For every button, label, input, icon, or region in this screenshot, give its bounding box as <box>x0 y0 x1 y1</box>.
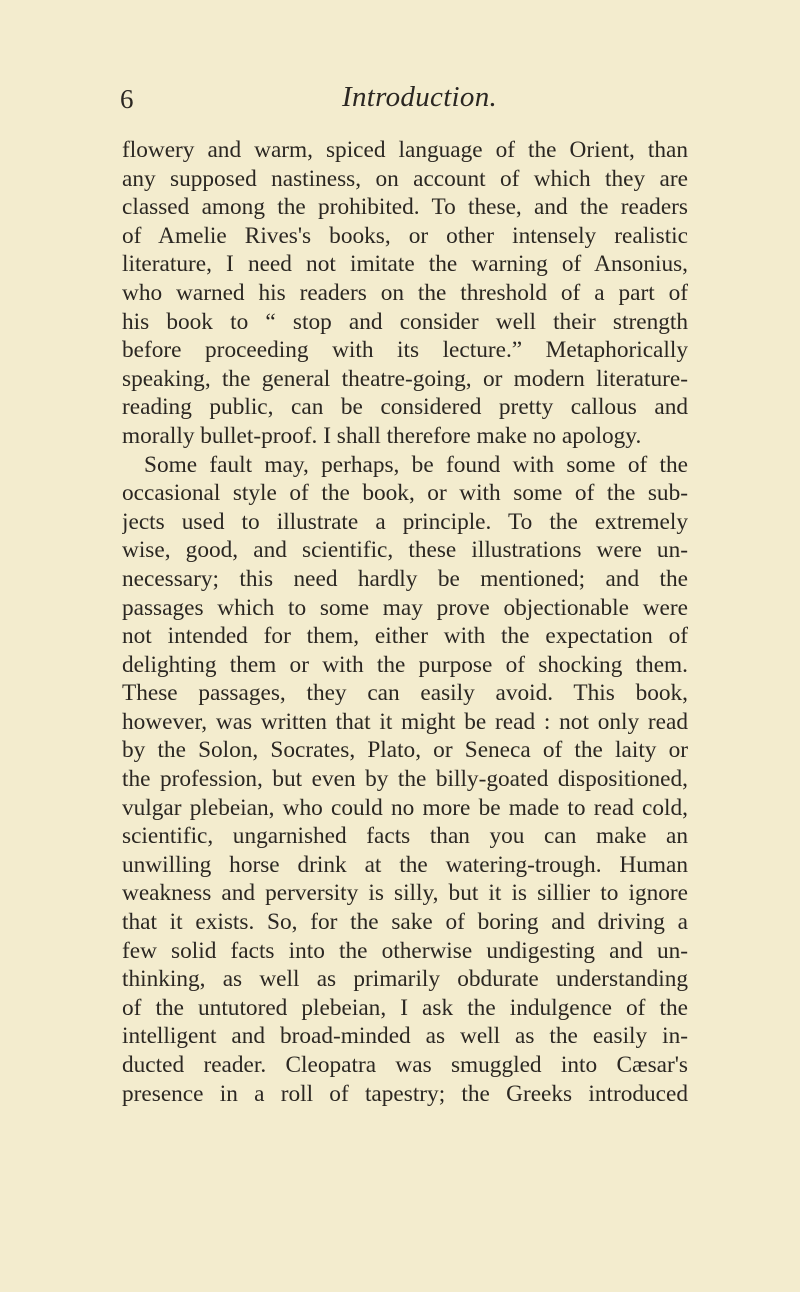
text-line: who warned his readers on the threshold of a part of <box>122 279 688 306</box>
text-line: his book to “ stop and consider well their strength <box>122 308 688 335</box>
text-line: the profession, but even by the billy-goated dispositioned, <box>122 766 688 793</box>
text-line: of the untutored plebeian, I ask the indulgence of the <box>122 994 688 1021</box>
text-line: however, was written that it might be read : not only read <box>122 708 688 735</box>
text-line: flowery and warm, spiced language of the Orient, than <box>122 137 688 163</box>
text-line: few solid facts into the otherwise undigesting and un- <box>122 937 688 964</box>
page-number: 6 <box>120 84 134 114</box>
text-line: jects used to illustrate a principle. To the extremely <box>122 508 688 535</box>
text-line: passages which to some may prove objectionable were <box>122 594 688 621</box>
text-line: speaking, the general theatre-going, or modern literature- <box>122 365 688 392</box>
text-line: presence in a roll of tapestry; the Greeks introduced <box>122 1080 688 1107</box>
text-line: of Amelie Rives's books, or other intensely realistic <box>122 222 688 249</box>
text-line: unwilling horse drink at the watering-trough. Human <box>122 851 688 878</box>
text-line: any supposed nastiness, on account of which they are <box>122 165 688 192</box>
text-line: delighting them or with the purpose of shocking them. <box>122 651 688 678</box>
running-title: Introduction. <box>342 81 498 113</box>
text-line: before proceeding with its lecture.” Metaphorically <box>122 337 688 364</box>
text-line: not intended for them, either with the expectation of <box>122 623 688 650</box>
text-line: scientific, ungarnished facts than you can make an <box>122 823 688 850</box>
text-line: ducted reader. Cleopatra was smuggled into Cæsar's <box>122 1052 688 1078</box>
text-line: literature, I need not imitate the warning of Ansonius, <box>122 251 688 278</box>
text-line: vulgar plebeian, who could no more be made to read cold, <box>122 794 688 821</box>
text-line: classed among the prohibited. To these, and the readers <box>122 194 688 221</box>
text-line: reading public, can be considered pretty callous and <box>122 394 688 421</box>
text-line: weakness and perversity is silly, but it is sillier to ignore <box>122 880 688 907</box>
body-text <box>122 136 688 1108</box>
text-line: Some fault may, perhaps, be found with some of the <box>144 451 688 478</box>
text-line: These passages, they can easily avoid. This book, <box>122 680 688 707</box>
text-line: thinking, as well as primarily obdurate understanding <box>122 966 688 993</box>
text-line: occasional style of the book, or with some of the sub- <box>122 480 688 507</box>
text-line: intelligent and broad-minded as well as the easily in- <box>122 1023 688 1050</box>
text-line: necessary; this need hardly be mentioned; and the <box>122 565 688 592</box>
text-line: wise, good, and scientific, these illustrations were un- <box>122 537 688 564</box>
text-line: by the Solon, Socrates, Plato, or Seneca of the laity or <box>122 737 688 764</box>
text-line: morally bullet-proof. I shall therefore make no apology. <box>122 422 642 449</box>
text-line: that it exists. So, for the sake of boring and driving a <box>122 909 688 936</box>
